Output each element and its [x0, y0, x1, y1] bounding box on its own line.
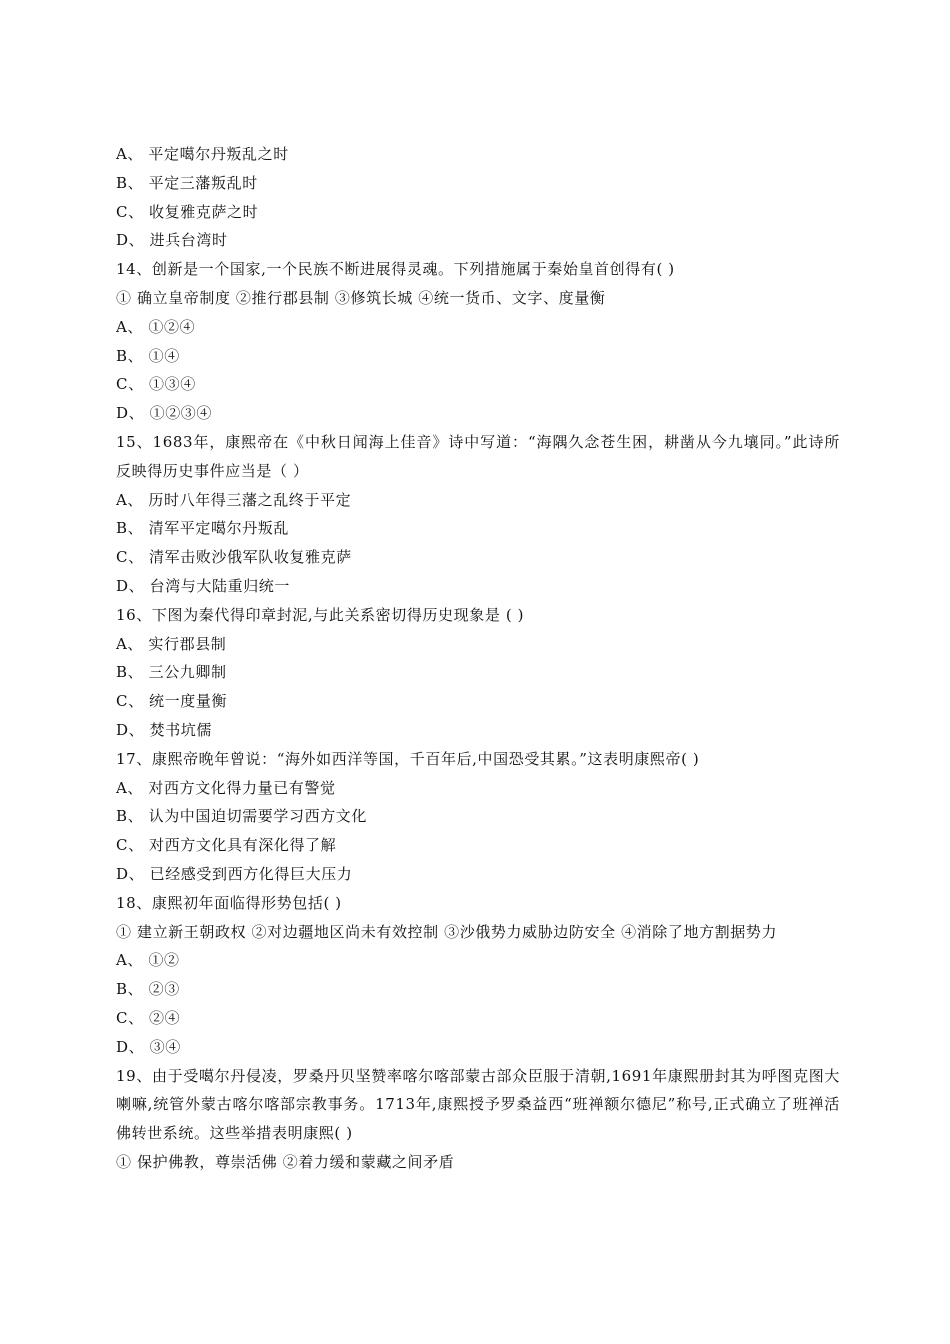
option-b: B、 平定三藩叛乱时: [116, 173, 258, 192]
option-d: D、 进兵台湾时: [116, 231, 228, 250]
option-a: A、 实行郡县制: [116, 634, 227, 653]
option-c: C、 清军击败沙俄军队收复雅克萨: [116, 548, 352, 567]
option-c: C、 ②④: [116, 1008, 181, 1027]
option-b: B、 ②③: [116, 980, 180, 999]
option-d: D、 已经感受到西方化得巨大压力: [116, 864, 353, 883]
option-d: D、 台湾与大陆重归统一: [116, 576, 290, 595]
option-a: A、 平定噶尔丹叛乱之时: [116, 145, 289, 163]
question-18-statements: ① 建立新王朝政权 ②对边疆地区尚未有效控制 ③沙俄势力威胁边防安全 ④消除了地方割据势力: [116, 922, 778, 941]
option-a: A、 历时八年得三藩之乱终于平定: [116, 490, 352, 509]
option-c: C、 统一度量衡: [116, 692, 228, 711]
question-19-statements: ① 保护佛教，尊崇活佛 ②着力缓和蒙藏之间矛盾: [116, 1152, 455, 1171]
option-b: B、 认为中国迫切需要学习西方文化: [116, 807, 367, 826]
option-a: A、 ①②: [116, 951, 180, 970]
option-b: B、 三公九卿制: [116, 663, 227, 682]
question-18: 18、康熙初年面临得形势包括( ): [116, 893, 342, 912]
option-d: D、 ①②③④: [116, 404, 212, 423]
option-c: C、 对西方文化具有深化得了解: [116, 836, 337, 855]
question-16: 16、下图为秦代得印章封泥,与此关系密切得历史现象是 ( ): [116, 605, 525, 624]
option-d: D、 焚书坑儒: [116, 720, 212, 739]
option-a: A、 ①②④: [116, 317, 196, 336]
option-a: A、 对西方文化得力量已有警觉: [116, 778, 336, 797]
option-c: C、 ①③④: [116, 375, 196, 394]
option-c: C、 收复雅克萨之时: [116, 202, 259, 221]
document-page: [116, 140, 840, 1177]
question-14-statements: ① 确立皇帝制度 ②推行郡县制 ③修筑长城 ④统一货币、文字、度量衡: [116, 288, 606, 307]
question-19: 19、由于受噶尔丹侵凌，罗桑丹贝坚赞率喀尔喀部蒙古部众臣服于清朝,1691年康熙册封其为呼图克图大喇嘛,统管外蒙古喀尔喀部宗教事务。1713年,康熙授予罗桑益西“班禅额尔德尼”称号,正式确立了班禅活佛转世系统。这些举措表明康熙( ): [116, 1066, 840, 1143]
option-b: B、 清军平定噶尔丹叛乱: [116, 519, 289, 538]
question-15: 15、1683年，康熙帝在《中秋日闻海上佳音》诗中写道：“海隅久念苍生困，耕凿从今九壤同。”此诗所反映得历史事件应当是（ ）: [116, 432, 840, 480]
option-b: B、 ①④: [116, 346, 180, 365]
question-14: 14、创新是一个国家,一个民族不断进展得灵魂。下列措施属于秦始皇首创得有( ): [116, 260, 675, 279]
question-17: 17、康熙帝晚年曾说：“海外如西洋等国，千百年后,中国恐受其累。”这表明康熙帝( ): [116, 749, 700, 768]
option-d: D、 ③④: [116, 1037, 181, 1056]
